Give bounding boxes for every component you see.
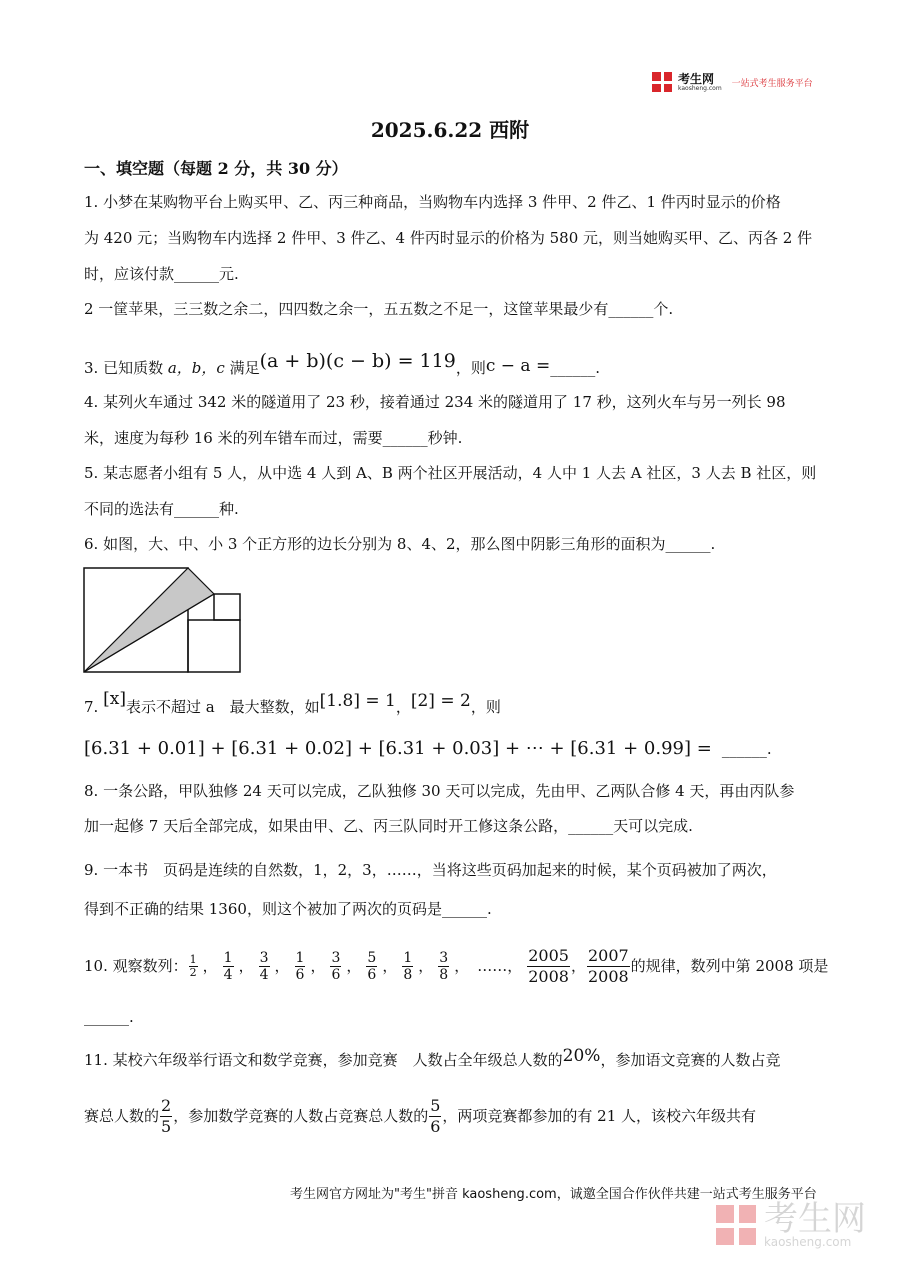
q10-fraction-den: 6 [367,966,377,983]
q8-line1: 8. 一条公路，甲队独修 24 天可以完成，乙队独修 30 天可以完成，先由甲、乙两队合修 4 天，再由丙队参 [84,782,795,800]
q10-fraction [259,950,270,983]
q3-vars: a，b，c [167,359,225,377]
section-heading: 一、填空题（每题 2 分，共 30 分） [84,159,348,178]
q3-then: ，则 [455,359,486,377]
q4-line1: 4. 某列火车通过 342 米的隧道用了 23 秒，接着通过 234 米的隧道用了 17 秒，这列火车与另一列长 98 [84,393,786,411]
brand [678,73,722,92]
watermark-cn: 考生网 [764,1199,866,1239]
q11-fraction-5-6 [429,1096,441,1137]
q4-line2: 米，速度为每秒 16 米的列车错车而过，需要______秒钟. [84,429,463,447]
q2-line: 2 一筐苹果，三三数之余二，四四数之余一，五五数之不足一，这筐苹果最少有______个. [84,300,674,318]
q7-prefix: 7. [84,698,99,716]
q10-fraction-2005 [527,946,570,987]
q10-prefix: 10. 观察数列： [84,957,188,975]
q10-separator: ， [382,957,398,975]
q7-floor-x: [x] [103,689,126,709]
small-square [214,594,240,620]
q10-fraction-den: 2 [189,965,197,979]
q10-fraction-num: 5 [367,949,377,966]
q1-line2: 为 420 元；当购物车内选择 2 件甲、3 件乙、4 件丙时显示的价格为 580 元，则当她购买甲、乙、丙各 2 件 [84,229,813,247]
q10-sep: ， [570,957,586,975]
q7-then: ，则 [470,698,501,716]
q10-fraction-den: 8 [403,966,413,983]
q10-fraction [402,950,413,983]
q9-line1: 9. 一本书 页码是连续的自然数，1，2，3，……，当将这些页码加起来的时候，某个页码被加了两次， [84,861,777,879]
q10-fa-den: 2008 [528,966,569,986]
q11-f2-den: 6 [430,1116,441,1136]
page-title: 2025.6.22 西附 [370,118,530,142]
q11-text-b: ，参加语文竞赛的人数占竞 [600,1051,781,1069]
q10-fraction [438,950,449,983]
q10-separator: ， [418,957,434,975]
watermark-logo-icon [716,1205,756,1245]
q1-line3: 时，应该付款______元. [84,265,239,283]
diagonal-line [84,594,214,672]
q7-example2: [2] = 2 [410,691,471,711]
q11-fraction-2-5 [160,1096,172,1137]
q10-fraction [189,954,198,979]
q9-line2: 得到不正确的结果 1360，则这个被加了两次的页码是______. [84,900,492,918]
q10-fraction-num: 1 [295,949,305,966]
watermark-en: kaosheng.com [764,1235,852,1249]
squares-figure [82,566,242,674]
q10-separator: ， [238,957,254,975]
kaosheng-logo-icon [652,72,672,92]
q10-fraction-den: 4 [259,966,269,983]
q10-fa-num: 2005 [528,945,569,965]
q11-percent: 20% [562,1046,601,1066]
q10-fraction-num: 1 [189,952,197,966]
q10-fraction-2007 [587,946,630,987]
q10-fraction-num: 3 [331,949,341,966]
q10-separator: ， [274,957,290,975]
q8-line2: 加一起修 7 天后全部完成，如果由甲、乙、丙三队同时开工修这条公路，______天可以完成. [84,817,693,835]
q10-fraction-num: 1 [223,949,233,966]
q11-line1 [84,1046,781,1070]
q10-fb-num: 2007 [587,945,629,965]
q10-fraction-num: 3 [439,949,449,966]
q1-line1: 1. 小梦在某购物平台上购买甲、乙、丙三种商品，当购物车内选择 3 件甲、2 件乙、1 件丙时显示的价格 [84,193,781,211]
q10-separator: ， [202,957,218,975]
q10-fraction [295,950,306,983]
q10-fraction-den: 8 [439,966,449,983]
slogan: 一站式考生服务平台 [731,78,813,89]
q11-text-c: 赛总人数的 [84,1107,160,1125]
q11-f1-den: 5 [161,1116,172,1136]
q10-fraction-num: 1 [403,949,413,966]
q11-line2 [84,1092,756,1140]
q7-blank: ______. [721,740,772,758]
q11-f1-num: 2 [161,1095,172,1115]
q10-suffix: 的规律，数列中第 2008 项是 [630,957,829,975]
q10-fraction-den: 6 [331,966,341,983]
q7-example1: [1.8] = 1 [319,691,396,711]
q10-fraction-num: 3 [259,949,269,966]
q3-equation: (a + b)(c − b) = 119 [259,350,456,372]
brand-en: kaosheng.com [678,84,722,92]
q10-fraction-den: 4 [223,966,233,983]
q10-separator: ， [346,957,362,975]
q10-fraction [366,950,377,983]
q7-comma: ， [395,698,411,716]
q10-sequence [188,944,474,988]
q11-text-e: ，两项竞赛都参加的有 21 人，该校六年级共有 [442,1107,757,1125]
footer-note: 考生网官方网址为"考生"拼音 kaosheng.com，诚邀全国合作伙伴共建一站式考生服务平台 [290,1187,817,1202]
q5-line1: 5. 某志愿者小组有 5 人，从中选 4 人到 A、B 两个社区开展活动，4 人中 1 人去 A 社区，3 人去 B 社区，则 [84,464,817,482]
q3-prefix: 3. 已知质数 [84,359,168,377]
q10-fb-den: 2008 [587,966,629,986]
q10-separator: ， [454,957,470,975]
q3-line [84,352,600,383]
q11-f2-num: 5 [430,1095,441,1115]
q10-separator: ， [310,957,326,975]
medium-square [188,620,240,672]
header-logo [652,72,813,92]
q7-line1 [84,690,501,724]
q10-fraction-den: 6 [295,966,305,983]
q10-ellipsis: ……， [477,957,523,975]
q5-line2: 不同的选法有______种. [84,500,239,518]
q7-desc: 表示不超过 a 最大整数，如 [125,698,320,716]
watermark-text [764,1199,866,1249]
q11-text-d: ，参加数学竞赛的人数占竞赛总人数的 [173,1107,429,1125]
q6-line: 6. 如图，大、中、小 3 个正方形的边长分别为 8、4、2，那么图中阴影三角形的面积为______. [84,535,716,553]
q10-line2: ______. [84,1008,134,1026]
q10-fraction [223,950,234,983]
q7-line2 [84,734,772,764]
q3-mid: 满足 [224,359,260,377]
q11-text-a: 11. 某校六年级举行语文和数学竞赛，参加竞赛 人数占全年级总人数的 [84,1051,563,1069]
watermark [716,1199,866,1249]
q10-line1 [84,944,828,988]
brand-cn: 考生网 [678,71,715,86]
q10-fraction [330,950,341,983]
q3-ask: c − a = [485,356,551,376]
q3-blank: ______. [550,359,600,377]
q7-sum: [6.31 + 0.01] + [6.31 + 0.02] + [6.31 + 0.03] + ⋯ + [6.31 + 0.99] = [84,738,712,759]
